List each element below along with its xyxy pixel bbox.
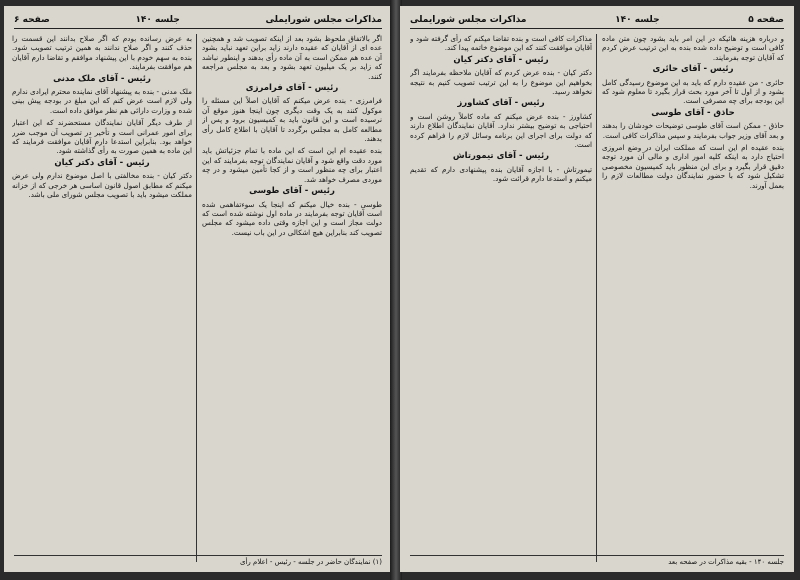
- paragraph: اگر بالاتفاق ملحوظ بشود بعد از اینکه تصویب شد و همچنین عده ای از آقایان که عقیده دارند زاید براین تعهد نباید بشود آن عده هم ممکن است به آن ماده رأی بدهند و اینطور نباشد که زاید بر یک میلیون تعهد بشود و بعد به مجلس مراجعه کنند.: [202, 34, 382, 81]
- paragraph: مذاکرات کافی است و بنده تقاضا میکنم که رأی گرفته شود و آقایان موافقت کنند که این موضوع خاتمه پیدا کند.: [410, 34, 592, 53]
- paragraph: به عرض رسانده بودم که اگر صلاح بدانند این قسمت را حذف کنند و اگر صلاح ندانند به همین ترتیب تصویب شود. بنده به سهم خودم با این پیشنهاد موافقم و تقاضا دارم آقایان هم موافقت بفرمایند.: [12, 34, 192, 72]
- speaker-heading: رئیس - آقای فرامرزی: [245, 83, 339, 94]
- header-page-number: صفحه ۶: [14, 15, 50, 25]
- column-divider: [596, 34, 597, 562]
- speaker-heading: رئیس - آقای دکتر کیان: [54, 157, 150, 168]
- paragraph: فرامرزی - بنده عرض میکنم که آقایان اصلاً این مسئله را موکول کنند به یک وقت دیگری چون اینجا هنوز موقع آن نرسیده است و این قانون باید به کمیسیون برود و پس از مطالعه کامل به مجلس برگردد تا آقایان با اطلاع کامل رأی بدهند.: [202, 96, 382, 144]
- paragraph: تیمورتاش - با اجازه آقایان بنده پیشنهادی دارم که تقدیم میکنم و استدعا دارم قرائت شود.: [410, 164, 592, 184]
- right-page: [400, 6, 794, 572]
- speaker-heading: رئیس - آقای حائری: [652, 64, 734, 75]
- page-header: [14, 12, 382, 29]
- header-session: جلسه ۱۴۰: [135, 15, 180, 25]
- paragraph: ملک مدنی - بنده به پیشنهاد آقای نماینده محترم ایرادی ندارم ولی لازم است عرض کنم که این مبلغ در بودجه پیش بینی شده و وزارت دارائی هم نظر موافق داده است.: [12, 87, 192, 115]
- column-divider: [196, 34, 197, 562]
- speaker-heading: رئیس - آقای طوسی: [249, 186, 335, 197]
- paragraph: حاذق - ممکن است آقای طوسی توضیحات خودشان را بدهند و بعد آقای وزیر جواب بفرمایند و سپس مذاکرات کافی است.: [602, 121, 784, 140]
- speaker-heading: رئیس - آقای کشاورز: [457, 98, 545, 109]
- header-title: مذاکرات مجلس شورایملی: [410, 15, 527, 25]
- footnote: جلسه ۱۴۰ - بقیه مذاکرات در صفحه بعد: [410, 555, 784, 566]
- text-column-left: [12, 34, 192, 566]
- speaker-heading: رئیس - آقای دکتر کیان: [453, 54, 549, 65]
- paragraph: بنده عقیده ام این است که مملکت ایران در وضع امروزی احتیاج دارد به اینکه کلیه امور اداری و مالی آن مورد توجه دقیق قرار بگیرد و برای این منظور باید کمیسیون مخصوصی تشکیل شود که با حضور نمایندگان دولت مطالعات لازم را بعمل آورند.: [602, 143, 784, 190]
- header-page-number: صفحه ۵: [748, 15, 784, 25]
- speaker-heading: رئیس - آقای ملک مدنی: [53, 73, 151, 84]
- left-page: [4, 6, 392, 572]
- header-title: مذاکرات مجلس شورایملی: [265, 15, 382, 25]
- paragraph: و درباره هزینه هائیکه در این امر باید بشود چون متن ماده کافی است و توضیح داده شده بنده به این ترتیب عرض کردم که آقایان توجه بفرمایند.: [602, 34, 784, 62]
- speaker-heading: رئیس - آقای تیمورتاش: [452, 151, 550, 162]
- paragraph: بنده عقیده ام این است که این ماده با تمام جزئیاتش باید مورد دقت واقع شود و آقایان نمایندگان توجه بفرمایند که این اعتبار برای چه منظور است و از کجا تأمین میشود و در چه موردی مصرف خواهد شد.: [202, 146, 382, 184]
- paragraph: دکتر کیان - بنده مخالفتی با اصل موضوع ندارم ولی عرض میکنم که مطابق اصول قانون اساسی هر خرجی که از خزانه مملکت میشود باید با تصویب مجلس شورای ملی باشد.: [12, 171, 192, 200]
- text-column-left: [410, 34, 592, 566]
- paragraph: طوسی - بنده خیال میکنم که اینجا یک سوءتفاهمی شده است آقایان توجه بفرمایند در ماده اول نوشته شده است که دولت مجاز است و این اجازه وقتی داده میشود که مجلس تصویب کند بنابراین هیچ اشکالی در این باب نیست.: [202, 199, 382, 237]
- text-column-right: [602, 34, 784, 566]
- footnote: (۱) نمایندگان حاضر در جلسه - رئیس - اعلام رأی: [14, 555, 382, 566]
- header-session: جلسه ۱۴۰: [615, 15, 660, 25]
- paragraph: حائری - من عقیده دارم که باید به این موضوع رسیدگی کامل بشود و از اول تا آخر مورد بحث قرار بگیرد تا معلوم شود که این بودجه برای چه مصرفی است.: [602, 77, 784, 106]
- paragraph: دکتر کیان - بنده عرض کردم که آقایان ملاحظه بفرمایند اگر بخواهیم این موضوع را به این ترتیب تصویب کنیم به نتیجه نخواهد رسید.: [410, 68, 592, 97]
- page-header: [410, 12, 784, 29]
- paragraph: از طرف دیگر آقایان نمایندگان مستحضرند که این اعتبار برای امور عمرانی است و تأخیر در تصویب آن موجب ضرر خواهد بود. بنابراین استدعا دارم آقایان موافقت فرمایند که این ماده به همین صورت به رأی گذاشته شود.: [12, 118, 192, 156]
- speaker-heading: حاذق - آقای طوسی: [651, 107, 735, 118]
- text-column-right: [202, 34, 382, 566]
- paragraph: کشاورز - بنده عرض میکنم که ماده کاملاً روشن است و احتیاجی به توضیح بیشتر ندارد. آقایان نمایندگان اطلاع دارند که دولت برای اجرای این برنامه وسائل لازم را فراهم کرده است.: [410, 111, 592, 150]
